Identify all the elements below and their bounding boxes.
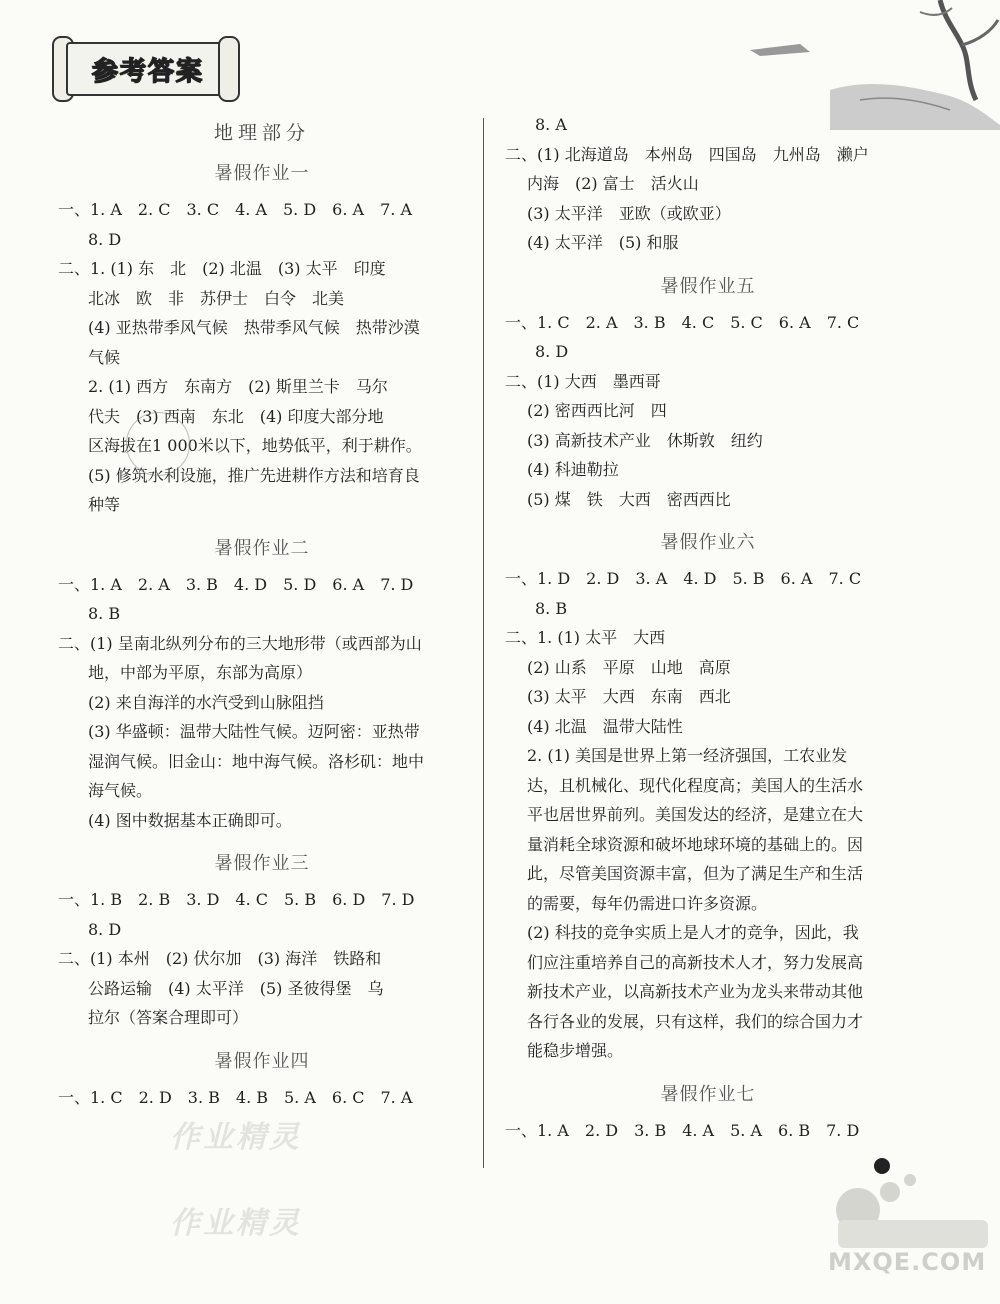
answer-line: 一、1. C 2. D 3. B 4. B 5. A 6. C 7. A [58,1087,413,1107]
answer-line: 8. B [88,604,121,623]
section-title: 暑假作业二 [214,537,310,559]
answer-line: 8. D [535,342,569,361]
answer-line: (2) 山系 平原 山地 高原 [527,657,731,677]
answer-line: (5) 修筑水利设施，推广先进耕作方法和培育良 [88,465,420,485]
answer-line: 量消耗全球资源和破坏地球环境的基础上的。因 [527,834,864,854]
answer-line: 一、1. D 2. D 3. A 4. D 5. B 6. A 7. C [505,569,862,588]
section-title: 暑假作业七 [660,1083,756,1105]
answer-line: 8. D [88,229,122,249]
answer-line: (3) 太平洋 亚欧（或欧亚） [527,203,731,223]
answer-line: 们应注重培养自己的高新技术人才，努力发展高 [527,952,864,972]
answer-line: 一、1. A 2. C 3. C 4. A 5. D 6. A 7. A [58,200,412,219]
answer-line: (2) 来自海洋的水汽受到山脉阻挡 [88,692,324,712]
answer-line: 一、1. A 2. D 3. B 4. A 5. A 6. B 7. D [505,1120,860,1140]
answer-line: 一、1. B 2. B 3. D 4. C 5. B 6. D 7. D [58,890,415,909]
answer-line: 拉尔（答案合理即可） [88,1008,249,1027]
banner-box [66,42,230,96]
answer-line: 公路运输 (4) 太平洋 (5) 圣彼得堡 乌 [88,978,384,998]
answer-banner [52,30,240,104]
part-title: 地理部分 [213,122,310,144]
right-column [505,110,911,1145]
answer-line: (4) 科迪勒拉 [527,460,619,479]
answer-line: 代夫 (3) 西南 东北 (4) 印度大部分地 [88,406,384,426]
answer-line: (4) 太平洋 (5) 和服 [527,233,679,252]
answer-line: (3) 高新技术产业 休斯敦 纽约 [527,430,763,450]
answer-line: 气候 [88,347,121,367]
answer-line: 8. D [88,919,122,939]
answer-line: 此，尽管美国资源丰富，但为了满足生产和生活 [527,864,864,883]
answer-line: 新技术产业，以高新技术产业为龙头来带动其他 [527,982,864,1001]
answer-line: 北冰 欧 非 苏伊士 白令 北美 [88,288,345,308]
answer-line: (2) 科技的竞争实质上是人才的竞争，因此，我 [527,923,859,942]
answer-line: 平也居世界前列。美国发达的经济，是建立在大 [527,805,864,824]
answer-line: 的需要，每年仍需进口许多资源。 [527,893,768,913]
answer-line: (2) 密西西比河 四 [527,401,667,420]
column-divider [483,118,484,1168]
banner-title: 参考答案 [91,56,204,87]
site-logo [818,1150,994,1300]
answer-line: 二、(1) 呈南北纵列分布的三大地形带（或西部为山 [58,633,422,653]
answer-line: (4) 图中数据基本正确即可。 [88,810,292,830]
answer-line: 一、1. C 2. A 3. B 4. C 5. C 6. A 7. C [505,312,860,332]
answer-line: 二、1. (1) 太平 大西 [505,628,666,647]
left-column [58,110,466,1112]
answer-line: 达，且机械化、现代化程度高；美国人的生活水 [527,775,864,795]
answer-line: 一、1. A 2. A 3. B 4. D 5. D 6. A 7. D [58,574,414,594]
answer-line: 内海 (2) 富士 活火山 [527,174,699,193]
answer-line: 区海拔在1 000米以下，地势低平，利于耕作。 [88,436,422,455]
answer-line: (4) 北温 温带大陆性 [527,716,683,736]
answer-line: (3) 华盛顿：温带大陆性气候。迈阿密：亚热带 [88,722,420,741]
watermark-text-2: 作业精灵 [170,1206,302,1241]
section-title: 暑假作业五 [660,275,756,297]
answer-line: 二、(1) 大西 墨西哥 [505,371,661,391]
answer-line: 种等 [88,495,121,514]
answer-line: 二、(1) 本州 (2) 伏尔加 (3) 海洋 铁路和 [58,949,382,968]
section-title: 暑假作业一 [214,163,310,184]
section-title: 暑假作业三 [214,853,310,874]
answer-line: 二、1. (1) 东 北 (2) 北温 (3) 太平 印度 [58,259,386,278]
scroll-right-decoration [218,36,240,102]
answer-line: 8. B [535,598,568,618]
answer-line: (4) 亚热带季风气候 热带季风气候 热带沙漠 [88,318,420,337]
answer-line: 2. (1) 西方 东南方 (2) 斯里兰卡 马尔 [88,377,388,396]
answer-line: 海气候。 [88,781,153,800]
answer-line: 二、(1) 北海道岛 本州岛 四国岛 九州岛 濑户 [505,144,869,164]
watermark-text-1: 作业精灵 [170,1120,302,1155]
logo-text: MXQE.COM [828,1248,987,1276]
answer-line: 8. A [535,115,567,134]
section-title: 暑假作业四 [214,1050,310,1072]
answer-line: (5) 煤 铁 大西 密西西比 [527,489,731,509]
answer-line: 湿润气候。旧金山：地中海气候。洛杉矶：地中 [88,751,425,771]
answer-line: 2. (1) 美国是世界上第一经济强国，工农业发 [527,746,848,765]
answer-line: (3) 太平 大西 东南 西北 [527,687,731,706]
answer-line: 各行各业的发展，只有这样，我们的综合国力才 [527,1011,864,1031]
stamp-seal [126,412,190,476]
answer-line: 能稳步增强。 [527,1041,624,1060]
section-title: 暑假作业六 [660,532,756,553]
answer-line: 地，中部为平原，东部为高原） [88,663,313,682]
